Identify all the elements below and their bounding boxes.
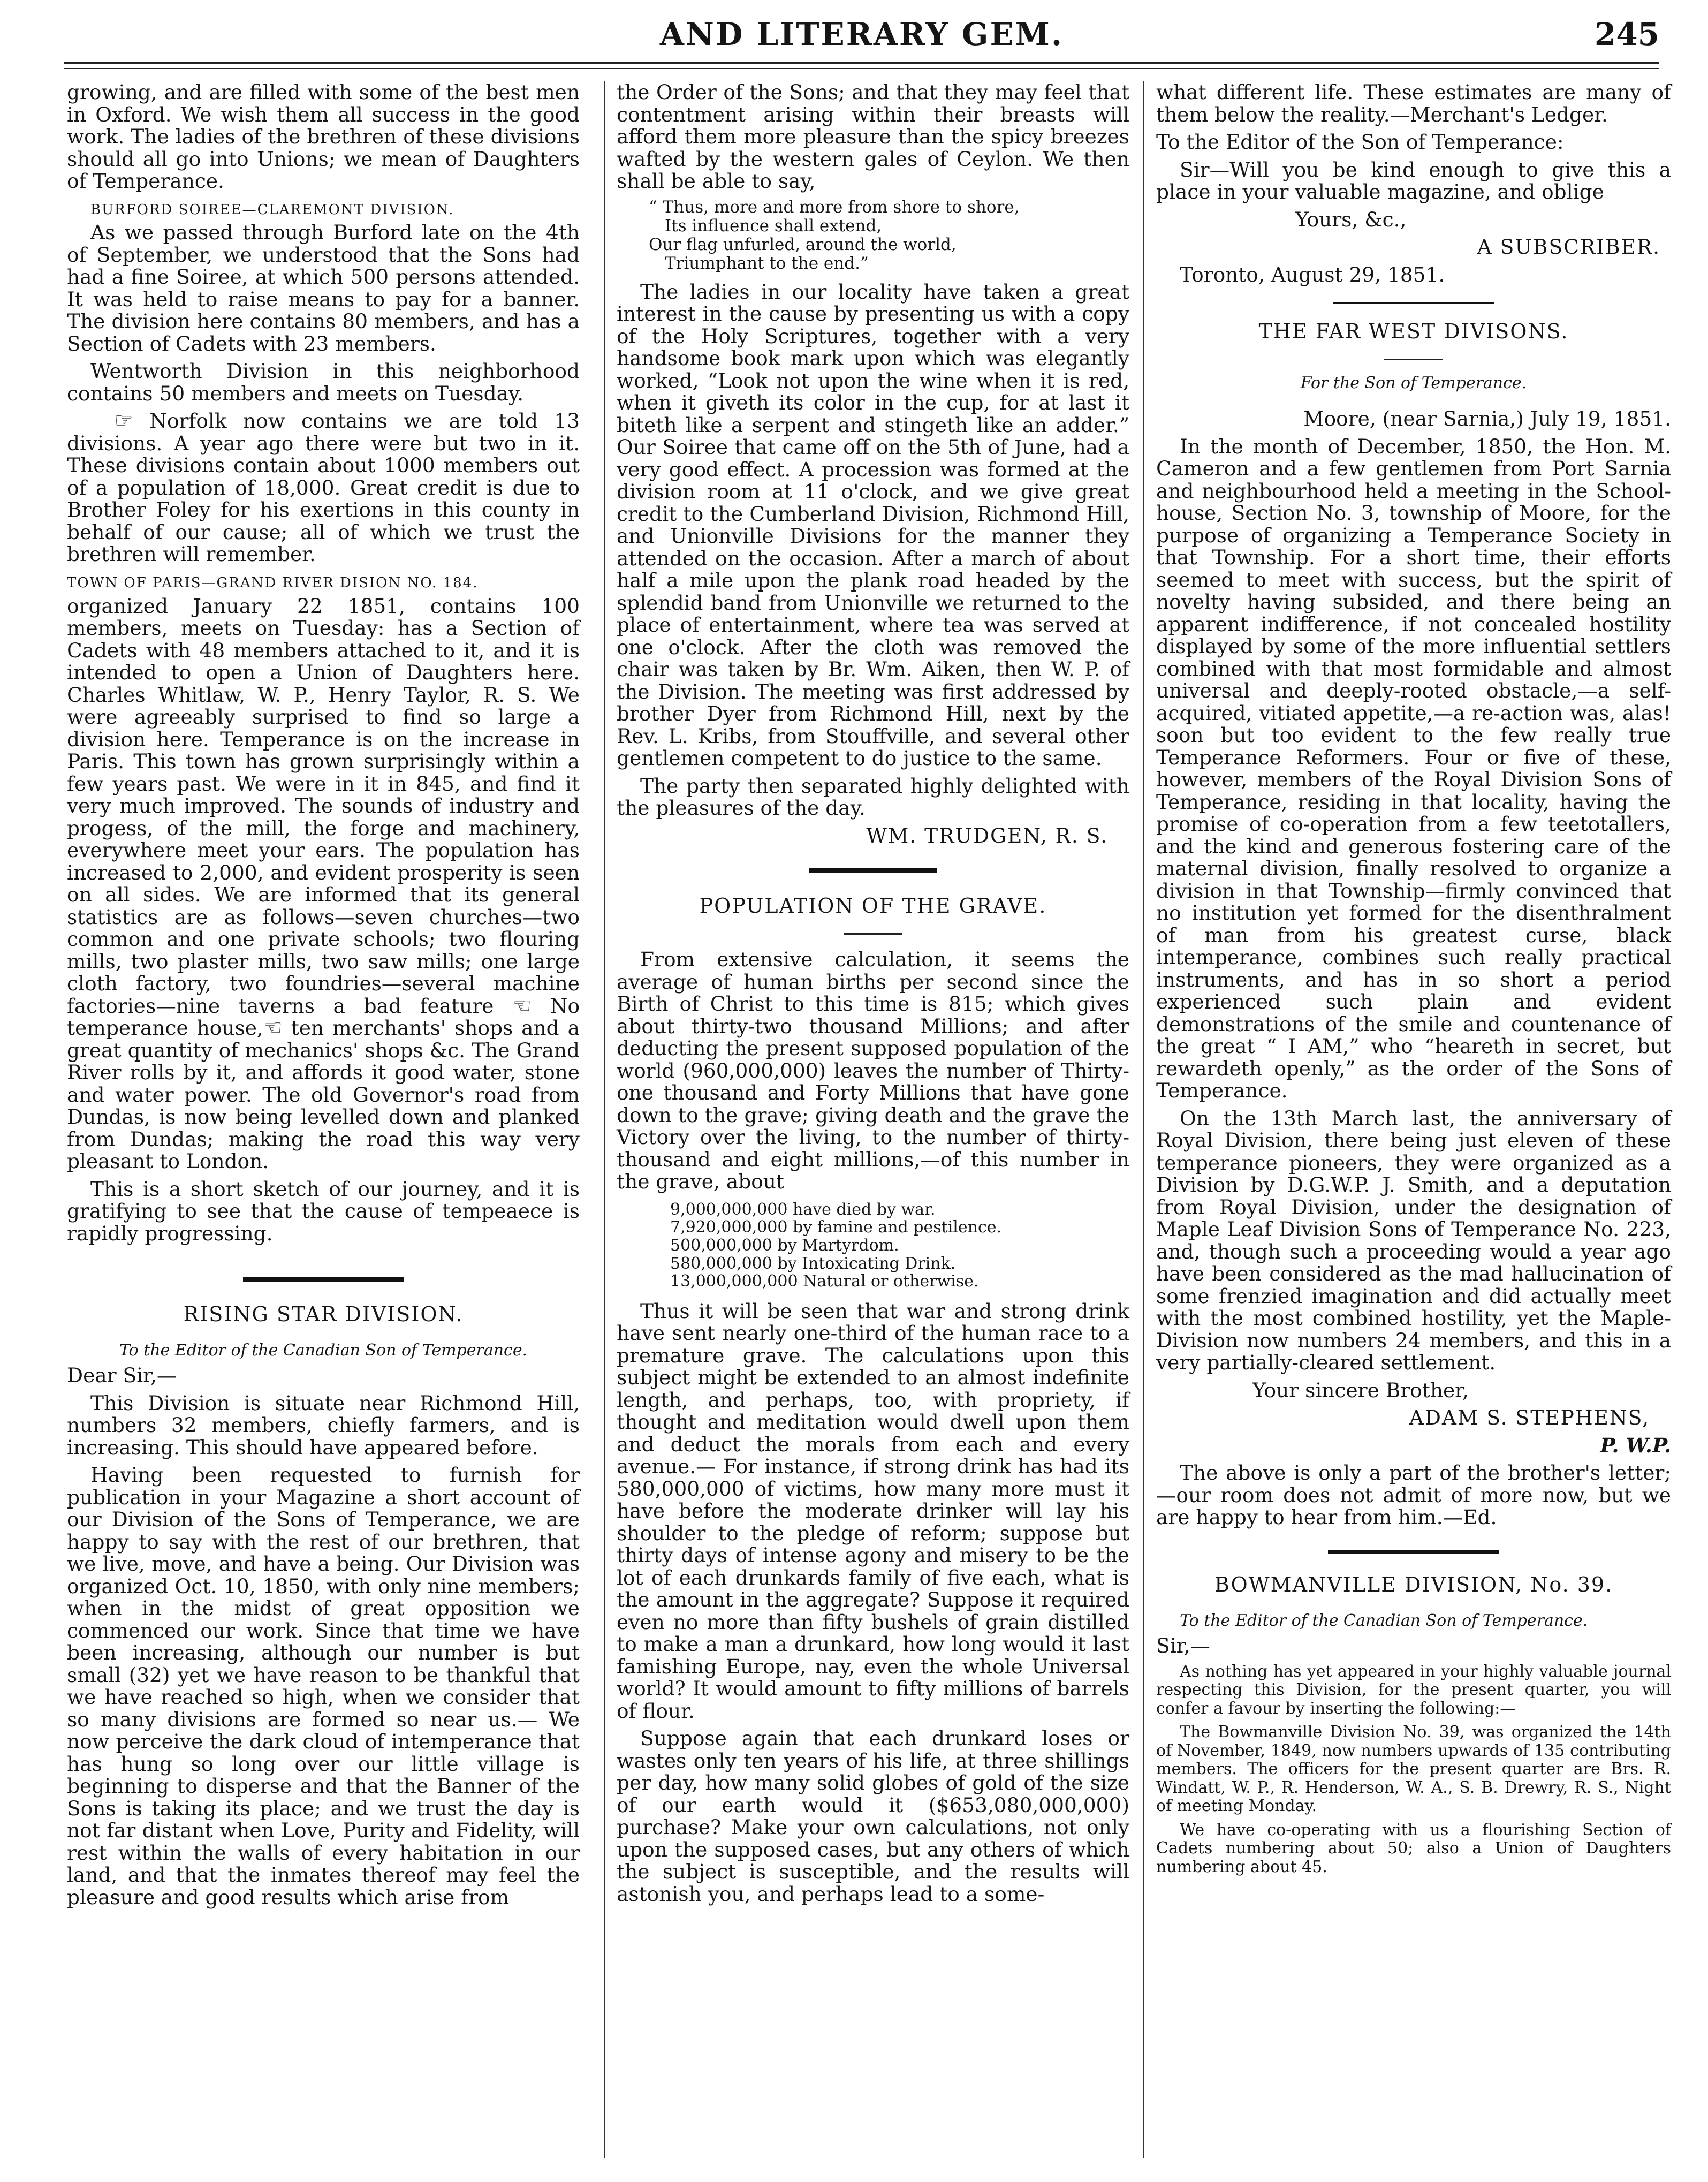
dateline: Toronto, August 29, 1851.	[1180, 262, 1445, 286]
verse-line: “ Thus, more and more from shore to shore,	[649, 197, 1020, 217]
pointing-hand-icon: ☜	[512, 993, 532, 1018]
page-number: 245	[1594, 16, 1659, 52]
verse	[649, 198, 1129, 274]
paragraph: The Bowmanville Division No. 39, was organized the 14th of November, 1849, now numbers upwards of 135 contributing members. The officers for the present quarter are Brs. R. Windatt, W. P., R. Henderson, W. A., S. B. Drewry, R. S., Night of meeting Monday.	[1156, 1723, 1671, 1816]
paragraph-text: No temperance house,	[67, 994, 580, 1040]
section-heading: BURFORD SOIREE—CLAREMONT DIVISION.	[90, 201, 454, 218]
paragraph	[67, 595, 580, 1173]
byline: For the Son of Temperance.	[1300, 374, 1527, 393]
article-title: POPULATION OF THE GRAVE.	[699, 894, 1047, 918]
paragraph: We have co-operating with us a flourishing Section of Cadets numbering about 50; also a Union of Daughters numbering about 45.	[1156, 1820, 1671, 1876]
section-divider	[809, 868, 937, 873]
address-line: To the Editor of the Canadian Son of Temperance.	[119, 1341, 528, 1360]
section-heading: TOWN OF PARIS—GRAND RIVER DISION NO. 184.	[67, 574, 479, 591]
signature: A SUBSCRIBER.	[1477, 235, 1660, 259]
paragraph: Thus it will be seen that war and strong drink have sent nearly one-third of the human race to a premature grave. The calculations upon this subject might be extended to an almost indefinite length, and perhaps, too, with propriety, if thought and meditation would dwell upon them and deduct the morals from each and every avenue.— For instance, if strong drink has had its 580,000,000 of victims, how many more must it have before the moderate drinker will lay his shoulder to the pledge of reform; suppose but thirty days of intense agony and misery to be the lot of each drunkards family of five each, what is the amount in the aggregate? Suppose it required even no more than fifty bushels of grain distilled to make a man a drunkard, how long would it last famishing Europe, nay, even the whole Universal world? It would amount to fifty millions of barrels of flour.	[617, 1299, 1129, 1723]
article-title: RISING STAR DIVISION.	[183, 1302, 464, 1327]
address-line: To the Editor of the Canadian Son of Temperance.	[1180, 1611, 1588, 1630]
header-rule-thin	[64, 68, 1659, 69]
table-row: 9,000,000,000 have died by war.	[670, 1200, 936, 1219]
column-divider	[604, 81, 605, 2158]
paragraph: This Division is situate near Richmond Hill, numbers 32 members, chiefly farmers, and is increasing. This should have appeared before.	[67, 1391, 580, 1459]
paragraph	[67, 410, 580, 566]
paragraph: This is a short sketch of our journey, and it is gratifying to see that the cause of tempeaece is rapidly progressing.	[67, 1177, 580, 1245]
paragraph: The above is only a part of the brother's letter; —our room does not admit of more now, but we are happy to hear from him.—Ed.	[1156, 1461, 1671, 1529]
statistics-table	[670, 1201, 1129, 1291]
section-divider	[1328, 1550, 1499, 1554]
verse-line: Triumphant to the end.”	[665, 254, 869, 274]
salutation: Dear Sir,—	[67, 1363, 177, 1388]
paragraph-text: organized January 22 1851, contains 100 members, meets on Tuesday: has a Section of Cadets with 48 members attached to it, and it is intended to open a Union of Daughters here. Charles Whitlaw, W. P., Henry Taylor, R. S. We were agreeably surprised to find so large a division here. Temperance is on the increase in Paris. This town has grown surprisingly within a few years past. We were in it in 845, and find it very much improved. The sounds of industry and progess, of the mill, the forge and machinery, everywhere meet your ears. The population has increased to 2,000, and evident prosperity is seen on all sides. We are informed that its general statistics are as follows—seven churches—two common and one private schools; two flouring mills, two plaster mills, two saw mills; one large cloth factory, two foundries—several machine factories—nine taverns a bad feature	[67, 594, 580, 1018]
paragraph: As nothing has yet appeared in your highly valuable journal respecting this Division, for the present quarter, you will confer a favour by inserting the following:—	[1156, 1662, 1671, 1718]
verse-line: Our flag unfurled, around the world,	[649, 235, 957, 255]
title-dash	[844, 933, 902, 935]
paragraph: the Order of the Sons; and that they may feel that contentment arising within their breasts will afford them more pleasure than the spicy breezes wafted by the western gales of Ceylon. We then shall be able to say,	[617, 80, 1129, 193]
table-row: 7,920,000,000 by famine and pestilence.	[670, 1218, 1002, 1237]
header-rule-thick	[64, 62, 1659, 64]
section-divider	[1333, 302, 1494, 304]
section-divider	[243, 1277, 404, 1282]
paragraph: Having been requested to furnish for publication in your Magazine a short account of our Division of the Sons of Temperance, we are happy to say with the rest of our brethren, that we live, move, and have a being. Our Division was organized Oct. 10, 1850, with only nine members; when in the midst of great opposition we commenced our work. Since that time we have been increasing, although our number is but small (32) yet we have reason to be thankful that we have reached so high, when we consider that so many divisions are formed so near us.— We now perceive the dark cloud of intemperance that has hung so long over our little village is beginning to disperse and that the Banner of the Sons is taking its place; and we trust the day is not far distant when Love, Purity and Fidelity, will rest within the walls of every habitation in our land, and that the inmates thereof may feel the pleasure and good results which arise from	[67, 1463, 580, 1909]
table-row: 580,000,000 by Intoxicating Drink.	[670, 1254, 956, 1273]
running-title: AND LITERARY GEM.	[659, 16, 1064, 52]
paragraph: Wentworth Division in this neighborhood contains 50 members and meets on Tuesday.	[67, 359, 580, 405]
pointing-hand-icon: ☜	[263, 1016, 283, 1041]
column-divider	[1143, 81, 1144, 2158]
article-title: THE FAR WEST DIVISONS.	[1258, 320, 1569, 343]
signature: ADAM S. STEPHENS,	[1409, 1406, 1650, 1430]
paragraph: As we passed through Burford late on the 4th of September, we understood that the Sons had had a fine Soiree, at which 500 persons attended. It was held to raise means to pay for a banner. The division here contains 80 members, and has a Section of Cadets with 23 members.	[67, 221, 580, 355]
paragraph: Suppose again that each drunkard loses or wastes only ten years of his life, at three shillings per day, how many solid globes of gold of the size of our earth would it ($653,080,000,000) purchase? Make your own calculations, not only upon the supposed cases, but any others of which the subject is susceptible, and the results will astonish you, and perhaps lead to a some-	[617, 1726, 1129, 1906]
paragraph-text: Norfolk now contains we are told 13 divisions. A year ago there were but two in it. These divisions contain about 1000 members out of a population of 18,000. Great credit is due to Brother Foley for his exertions in this county in behalf of our cause; all of which we trust the brethren will remember.	[67, 409, 580, 566]
paragraph: On the 13th March last, the anniversary of Royal Division, there being just eleven of these temperance pioneers, they were organized as a Division by D.G.W.P. J. Smith, and a deputation from Royal Division, under the designation of Maple Leaf Division Sons of Temperance No. 223, and, though such a proceeding would a year ago have been considered as the mad hallucination of some frenzied imagination and did actually meet with the most combined hostility, yet the Maple-Division now numbers 24 members, and this in a very partially-cleared settlement.	[1156, 1106, 1671, 1375]
closing: Yours, &c.,	[1295, 207, 1407, 231]
paragraph: The party then separated highly delighted with the pleasures of the day.	[617, 774, 1129, 820]
page-header	[64, 10, 1659, 63]
paragraph: growing, and are filled with some of the best men in Oxford. We wish them all success in the good work. The ladies of the brethren of these divisions should all go into Unions; we mean of Daughters of Temperance.	[67, 80, 580, 193]
paragraph: The ladies in our locality have taken a great interest in the cause by presenting us with a copy of the Holy Scriptures, together with a very handsome book mark upon which was elegantly worked, “Look not upon the wine when it is red, when it giveth its color in the cup, for at last it biteth like a serpent and stingeth like an adder.” Our Soiree that came off on the 5th of June, had a very good effect. A procession was formed at the division room at 11 o'clock, and we give great credit to the Cumberland Division, Richmond Hill, and Unionville Divisions for the manner they attended on the occasion. After a march of about half a mile upon the plank road headed by the splendid band from Unionville we returned to the place of entertainment, where tea was served at one o'clock. After the cloth was removed the chair was taken by Br. Wm. Aiken, then W. P. of the Division. The meeting was first addressed by brother Dyer from Richmond Hill, next by the Rev. L. Kribs, from Stouffville, and several other gentlemen competent to do justice to the same.	[617, 279, 1129, 770]
column-1	[67, 81, 580, 1914]
table-row: 500,000,000 by Martyrdom.	[670, 1236, 899, 1255]
pointing-hand-icon: ☞	[114, 408, 133, 434]
closing: Your sincere Brother,	[1252, 1378, 1469, 1402]
address-line: To the Editor of the Son of Temperance:	[1156, 130, 1564, 154]
dateline: Moore, (near Sarnia,) July 19, 1851.	[1303, 407, 1671, 431]
paragraph: Sir—Will you be kind enough to give this a place in your valuable magazine, and oblige	[1156, 157, 1671, 203]
paragraph: what different life. These estimates are many of them below the reality.—Merchant's Ledger.	[1156, 80, 1671, 126]
salutation: Sir,—	[1156, 1634, 1210, 1658]
paragraph-text: ten merchants' shops and a great quantity of mechanics' shops &c. The Grand River rolls by it, and affords it good water, stone and water power. The old Governor's road from Dundas, is now being levelled down and planked from Dundas; making the road this way very pleasant to London.	[67, 1016, 580, 1173]
paragraph: In the month of December, 1850, the Hon. M. Cameron and a few gentlemen from Port Sarnia and neighbourhood held a meeting in the School-house, Section No. 3, township of Moore, for the purpose of organizing a Temperance Society in that Township. For a short time, their efforts seemed to meet with success, but the spirit of novelty having subsided, and there being an apparent indifference, if not concealed hostility displayed by some of the more influential settlers combined with that most formidable and almost universal and deeply-rooted obstacle,—a self-acquired, vitiated appetite,—a re-action was, alas! soon but too evident to the few really true Temperance Reformers. Four or five of these, however, members of the Royal Division Sons of Temperance, residing in that locality, having the promise of co-operation from a few teetotallers, and the kind and generous fostering care of the maternal division, finally resolved to organize a division in that Township—firmly convinced that no institution yet formed for the disenthralment of man from his greatest curse, black intemperance, combines such really practical instruments, and has in so short a period experienced such plain and evident demonstrations of the smile and countenance of the great “ I AM,” who “heareth in secret, but rewardeth openly,” as the order of the Sons of Temperance.	[1156, 434, 1671, 1103]
verse-line: Its influence shall extend,	[665, 216, 882, 236]
title-dash	[1384, 359, 1443, 360]
column-2	[617, 81, 1129, 1911]
signature-title: P. W.P.	[1600, 1433, 1671, 1457]
paragraph: From extensive calculation, it seems the average of human births per second since the Birth of Christ to this time is 815; which gives about thirty-two thousand Millions; and after deducting the present supposed population of the world (960,000,000) leaves the number of Thirty-one thousand and Forty Millions that have gone down to the grave; giving death and the grave the Victory over the living, to the number of thirty-thousand and eight millions,—of this number in the grave, about	[617, 948, 1129, 1194]
article-title: BOWMANVILLE DIVISION, No. 39.	[1214, 1572, 1613, 1596]
signature: WM. TRUDGEN, R. S.	[866, 823, 1108, 847]
column-3	[1156, 81, 1671, 1882]
table-row: 13,000,000,000 Natural or otherwise.	[670, 1272, 979, 1291]
